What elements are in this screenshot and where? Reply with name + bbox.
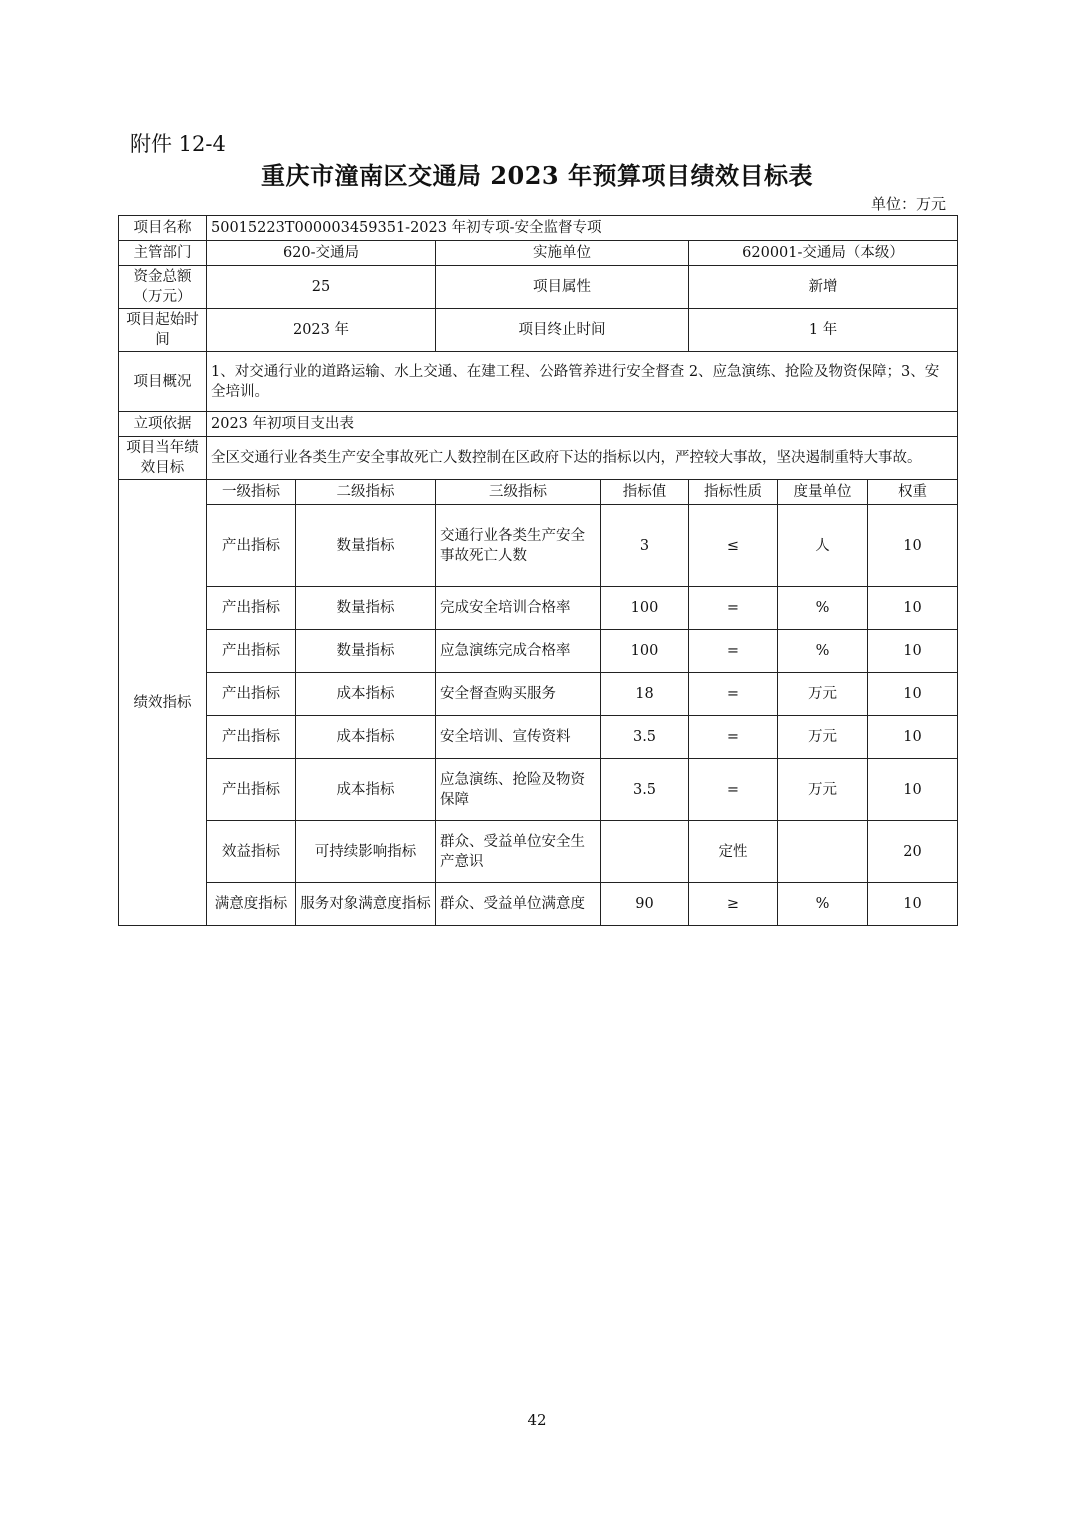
overview-value: 1、对交通行业的道路运输、水上交通、在建工程、公路管养进行安全督查 2、应急演练、抢险及物资保障；3、安全培训。 xyxy=(207,352,958,412)
table-row xyxy=(119,759,958,821)
funds-label: 资金总额（万元） xyxy=(119,266,207,309)
row-nature: = xyxy=(689,587,778,630)
row-unit: % xyxy=(778,587,868,630)
project-name-value: 50015223T000003459351-2023 年初专项-安全监督专项 xyxy=(207,216,958,241)
row-l1: 产出指标 xyxy=(207,505,296,587)
row-l1: 效益指标 xyxy=(207,821,296,883)
row-weight: 10 xyxy=(868,505,958,587)
row-nature: ≥ xyxy=(689,883,778,926)
row-l3: 群众、受益单位满意度 xyxy=(436,883,601,926)
row-nature: = xyxy=(689,759,778,821)
row-unit: 万元 xyxy=(778,673,868,716)
end-label: 项目终止时间 xyxy=(436,309,689,352)
table-row xyxy=(119,883,958,926)
table-row xyxy=(119,587,958,630)
basis-label: 立项依据 xyxy=(119,412,207,437)
row-value: 3.5 xyxy=(601,716,689,759)
attr-value: 新增 xyxy=(689,266,958,309)
row-l3: 完成安全培训合格率 xyxy=(436,587,601,630)
table-row xyxy=(119,505,958,587)
row-weight: 10 xyxy=(868,673,958,716)
project-name-label: 项目名称 xyxy=(119,216,207,241)
row-value: 100 xyxy=(601,630,689,673)
row-nature: ≤ xyxy=(689,505,778,587)
page-number: 42 xyxy=(527,1411,547,1429)
row-l3: 安全督查购买服务 xyxy=(436,673,601,716)
row-l2: 可持续影响指标 xyxy=(296,821,436,883)
row-value: 3.5 xyxy=(601,759,689,821)
funds-value: 25 xyxy=(207,266,436,309)
row-value: 18 xyxy=(601,673,689,716)
row-unit: 万元 xyxy=(778,759,868,821)
row-l1: 产出指标 xyxy=(207,759,296,821)
row-l2: 数量指标 xyxy=(296,587,436,630)
row-value: 3 xyxy=(601,505,689,587)
goal-label: 项目当年绩效目标 xyxy=(119,437,207,480)
impl-value: 620001-交通局（本级） xyxy=(689,241,958,266)
row-l2: 数量指标 xyxy=(296,505,436,587)
row-value: 90 xyxy=(601,883,689,926)
row-l2: 成本指标 xyxy=(296,759,436,821)
performance-table xyxy=(118,215,958,926)
row-unit: 人 xyxy=(778,505,868,587)
row-nature: = xyxy=(689,673,778,716)
row-unit xyxy=(778,821,868,883)
row-l1: 产出指标 xyxy=(207,673,296,716)
table-row xyxy=(119,673,958,716)
row-unit: 万元 xyxy=(778,716,868,759)
row-value: 100 xyxy=(601,587,689,630)
row-l3: 交通行业各类生产安全事故死亡人数 xyxy=(436,505,601,587)
row-l3: 应急演练、抢险及物资保障 xyxy=(436,759,601,821)
table-row xyxy=(119,630,958,673)
start-value: 2023 年 xyxy=(207,309,436,352)
overview-label: 项目概况 xyxy=(119,352,207,412)
header-l3: 三级指标 xyxy=(436,480,601,505)
row-weight: 10 xyxy=(868,716,958,759)
dept-value: 620-交通局 xyxy=(207,241,436,266)
header-l1: 一级指标 xyxy=(207,480,296,505)
header-weight: 权重 xyxy=(868,480,958,505)
row-weight: 10 xyxy=(868,630,958,673)
page-title: 重庆市潼南区交通局 2023 年预算项目绩效目标表 xyxy=(260,161,813,190)
row-l3: 安全培训、宣传资料 xyxy=(436,716,601,759)
goal-value: 全区交通行业各类生产安全事故死亡人数控制在区政府下达的指标以内，严控较大事故，坚决遏制重特大事故。 xyxy=(207,437,958,480)
row-weight: 20 xyxy=(868,821,958,883)
row-l1: 产出指标 xyxy=(207,630,296,673)
row-nature: = xyxy=(689,630,778,673)
row-l2: 成本指标 xyxy=(296,673,436,716)
row-unit: % xyxy=(778,883,868,926)
row-unit: % xyxy=(778,630,868,673)
table-row xyxy=(119,716,958,759)
row-nature: = xyxy=(689,716,778,759)
row-weight: 10 xyxy=(868,759,958,821)
row-l1: 产出指标 xyxy=(207,716,296,759)
attachment-label: 附件 12-4 xyxy=(130,132,226,156)
row-l2: 数量指标 xyxy=(296,630,436,673)
impl-label: 实施单位 xyxy=(436,241,689,266)
table-row xyxy=(119,821,958,883)
indicators-label: 绩效指标 xyxy=(119,480,207,926)
row-weight: 10 xyxy=(868,587,958,630)
row-l2: 成本指标 xyxy=(296,716,436,759)
row-value xyxy=(601,821,689,883)
basis-value: 2023 年初项目支出表 xyxy=(207,412,958,437)
dept-label: 主管部门 xyxy=(119,241,207,266)
start-label: 项目起始时间 xyxy=(119,309,207,352)
row-l3: 应急演练完成合格率 xyxy=(436,630,601,673)
row-nature: 定性 xyxy=(689,821,778,883)
row-l1: 满意度指标 xyxy=(207,883,296,926)
header-unit: 度量单位 xyxy=(778,480,868,505)
unit-label: 单位：万元 xyxy=(870,195,946,213)
header-value: 指标值 xyxy=(601,480,689,505)
end-value: 1 年 xyxy=(689,309,958,352)
row-weight: 10 xyxy=(868,883,958,926)
header-l2: 二级指标 xyxy=(296,480,436,505)
attr-label: 项目属性 xyxy=(436,266,689,309)
row-l1: 产出指标 xyxy=(207,587,296,630)
row-l3: 群众、受益单位安全生产意识 xyxy=(436,821,601,883)
row-l2: 服务对象满意度指标 xyxy=(296,883,436,926)
header-nature: 指标性质 xyxy=(689,480,778,505)
